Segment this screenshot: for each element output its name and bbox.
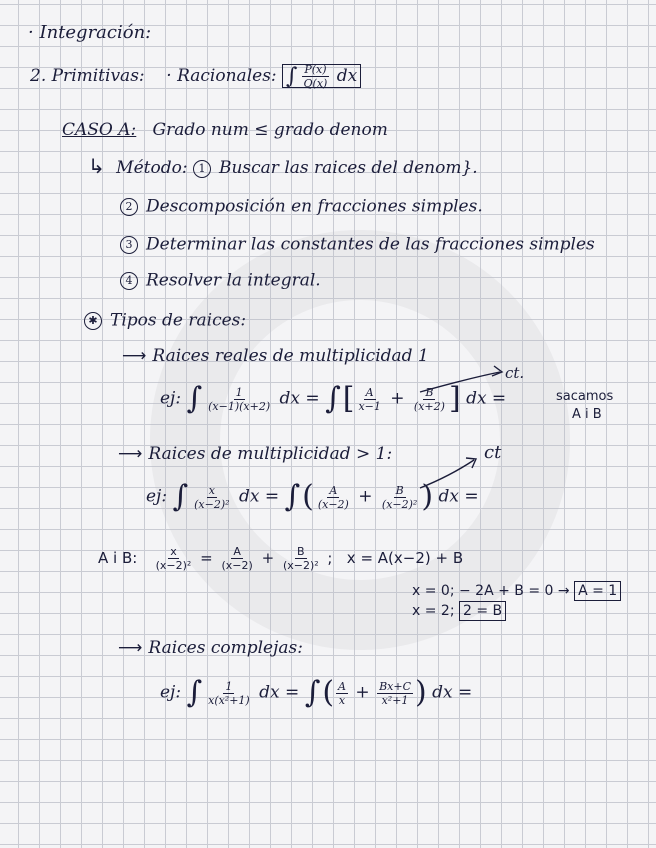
ct-arrow-head-1: [492, 366, 502, 376]
step-2: 2 Descomposición en fracciones simples.: [120, 198, 483, 216]
ct-label: ct.: [505, 364, 525, 382]
tipos-line: ✱ Tipos de raices:: [84, 312, 246, 330]
primitivas-line: 2. Primitivas: · Racionales: ∫ $\frac{P(x)}{Q(x)}$ dx: [30, 64, 361, 89]
step-number-icon: 4: [120, 272, 138, 290]
asterisk-icon: ✱: [84, 312, 102, 330]
caso-a-line: CASO A: Grado num ≤ grado denom: [62, 120, 388, 140]
ct-label-2: ct: [484, 442, 502, 463]
raices-reales-heading: ⟶ Raices reales de multiplicidad 1: [122, 346, 429, 366]
aib-sub-1: x = 0; − 2A + B = 0 → A = 1: [412, 584, 621, 598]
racionales-formula-box: ∫ $\frac{P(x)}{Q(x)}$ dx: [282, 64, 361, 88]
aib-sub-2: x = 2; 2 = B: [412, 604, 506, 618]
step-number-icon: 2: [120, 198, 138, 216]
note-sacamos: sacamos: [556, 389, 614, 404]
ct-arrow-1: [420, 372, 500, 392]
metodo-line: ↳ Método: 1 Buscar las raices del denom}.: [88, 154, 478, 178]
ct-arrow-head-2: [466, 458, 476, 468]
raices-complejas-example: ej: ∫ $\frac{1}{\text{x(x²+1)}}$ dx = ∫( $\frac{A}{x}$ + $\frac{Bx+C}{\text{x²+1}}$ ) dx =: [160, 675, 473, 710]
page-title: · Integración:: [28, 22, 152, 43]
step-number-icon: 1: [193, 160, 211, 178]
raices-complejas-heading: ⟶ Raices complejas:: [118, 638, 303, 658]
raices-mult-example: ej: ∫ $\frac{x}{\text{(x−2)²}}$ dx = ∫( $\frac{A}{(x-2)}$ + $\frac{B}{\text{(x−2)²}}$ ) dx =: [146, 479, 479, 514]
raices-reales-example: ej: ∫ $\frac{1}{(x-1)(x+2)}$ dx = ∫[ $\frac{A}{x-1}$ + $\frac{B}{(x+2)}$ ] dx =: [160, 381, 507, 416]
aib-line: A i B: $\frac{x}{\text{(x−2)²}}$ = $\frac{A}{(x-2)}$ + $\frac{B}{\text{(x−2)²}}$ ; x = A(x−2) + B: [98, 545, 464, 572]
ct-arrow-2: [420, 460, 474, 488]
note-aib: A i B: [572, 407, 602, 422]
step-number-icon: 3: [120, 236, 138, 254]
raices-mult-heading: ⟶ Raices de multiplicidad > 1:: [118, 444, 393, 464]
step-4: 4 Resolver la integral.: [120, 272, 321, 290]
step-3: 3 Determinar las constantes de las fracciones simples: [120, 236, 595, 254]
